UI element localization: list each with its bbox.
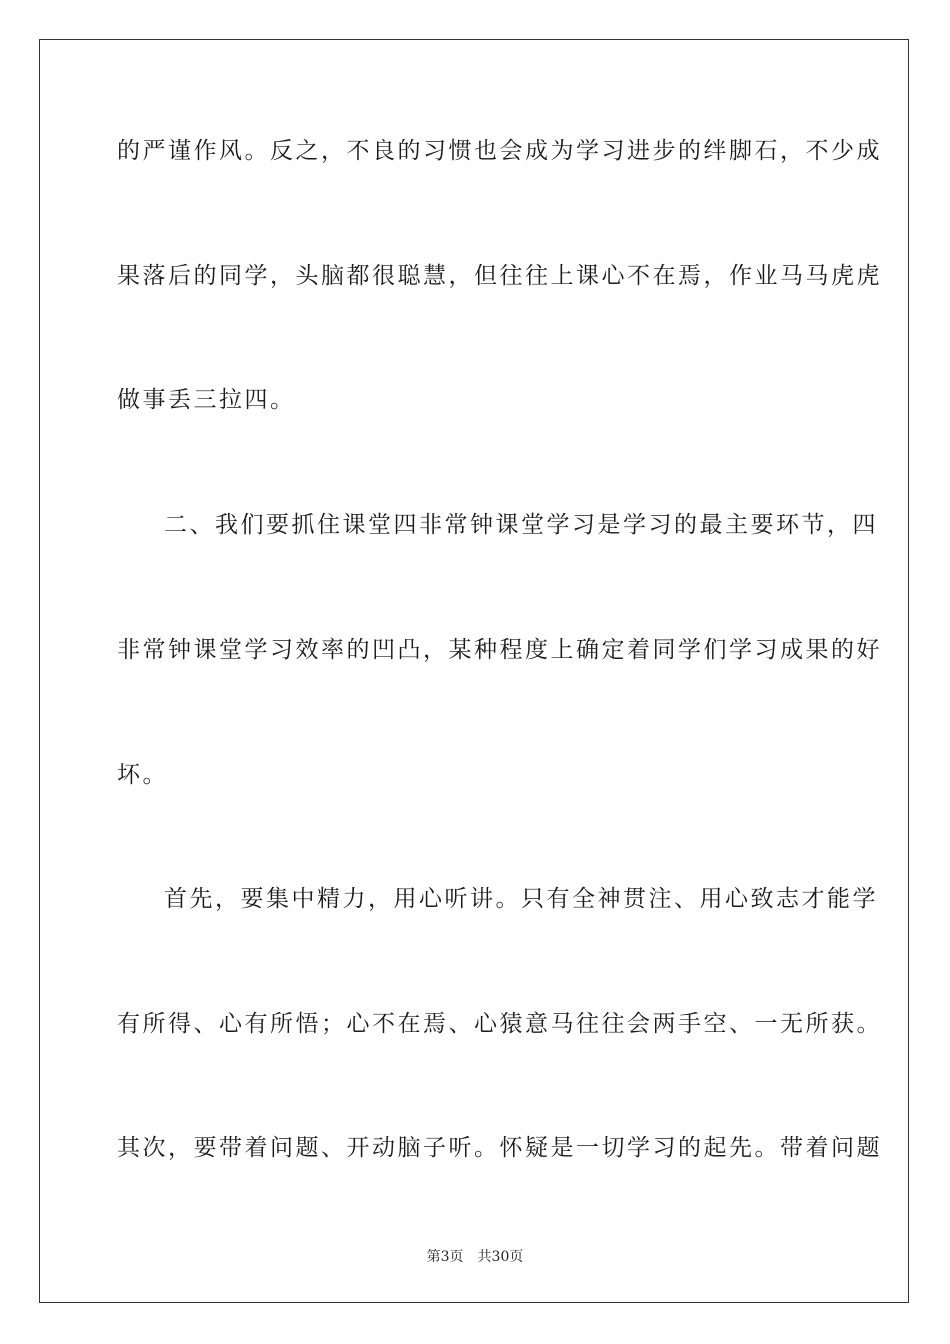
page-number: 第3页 — [426, 1249, 464, 1265]
text-line-4: 二、我们要抓住课堂四非常钟课堂学习是学习的最主要环节，四 — [164, 512, 878, 538]
text-line-1: 的严谨作风。反之，不良的习惯也会成为学习进步的绊脚石，不少成 — [117, 138, 882, 164]
text-line-5: 非常钟课堂学习效率的凹凸，某种程度上确定着同学们学习成果的好 — [117, 637, 882, 663]
text-line-7: 首先，要集中精力，用心听讲。只有全神贯注、用心致志才能学 — [164, 886, 878, 912]
page-total: 共30页 — [477, 1249, 524, 1265]
page-border — [39, 39, 909, 1303]
page-footer — [0, 1246, 950, 1266]
text-line-3: 做事丢三拉四。 — [117, 387, 296, 413]
text-line-6: 坏。 — [117, 762, 168, 788]
text-line-9: 其次，要带着问题、开动脑子听。怀疑是一切学习的起先。带着问题 — [117, 1135, 882, 1161]
text-line-2: 果落后的同学，头脑都很聪慧，但往往上课心不在焉，作业马马虎虎 — [117, 263, 882, 289]
text-line-8: 有所得、心有所悟；心不在焉、心猿意马往往会两手空、一无所获。 — [117, 1011, 882, 1037]
